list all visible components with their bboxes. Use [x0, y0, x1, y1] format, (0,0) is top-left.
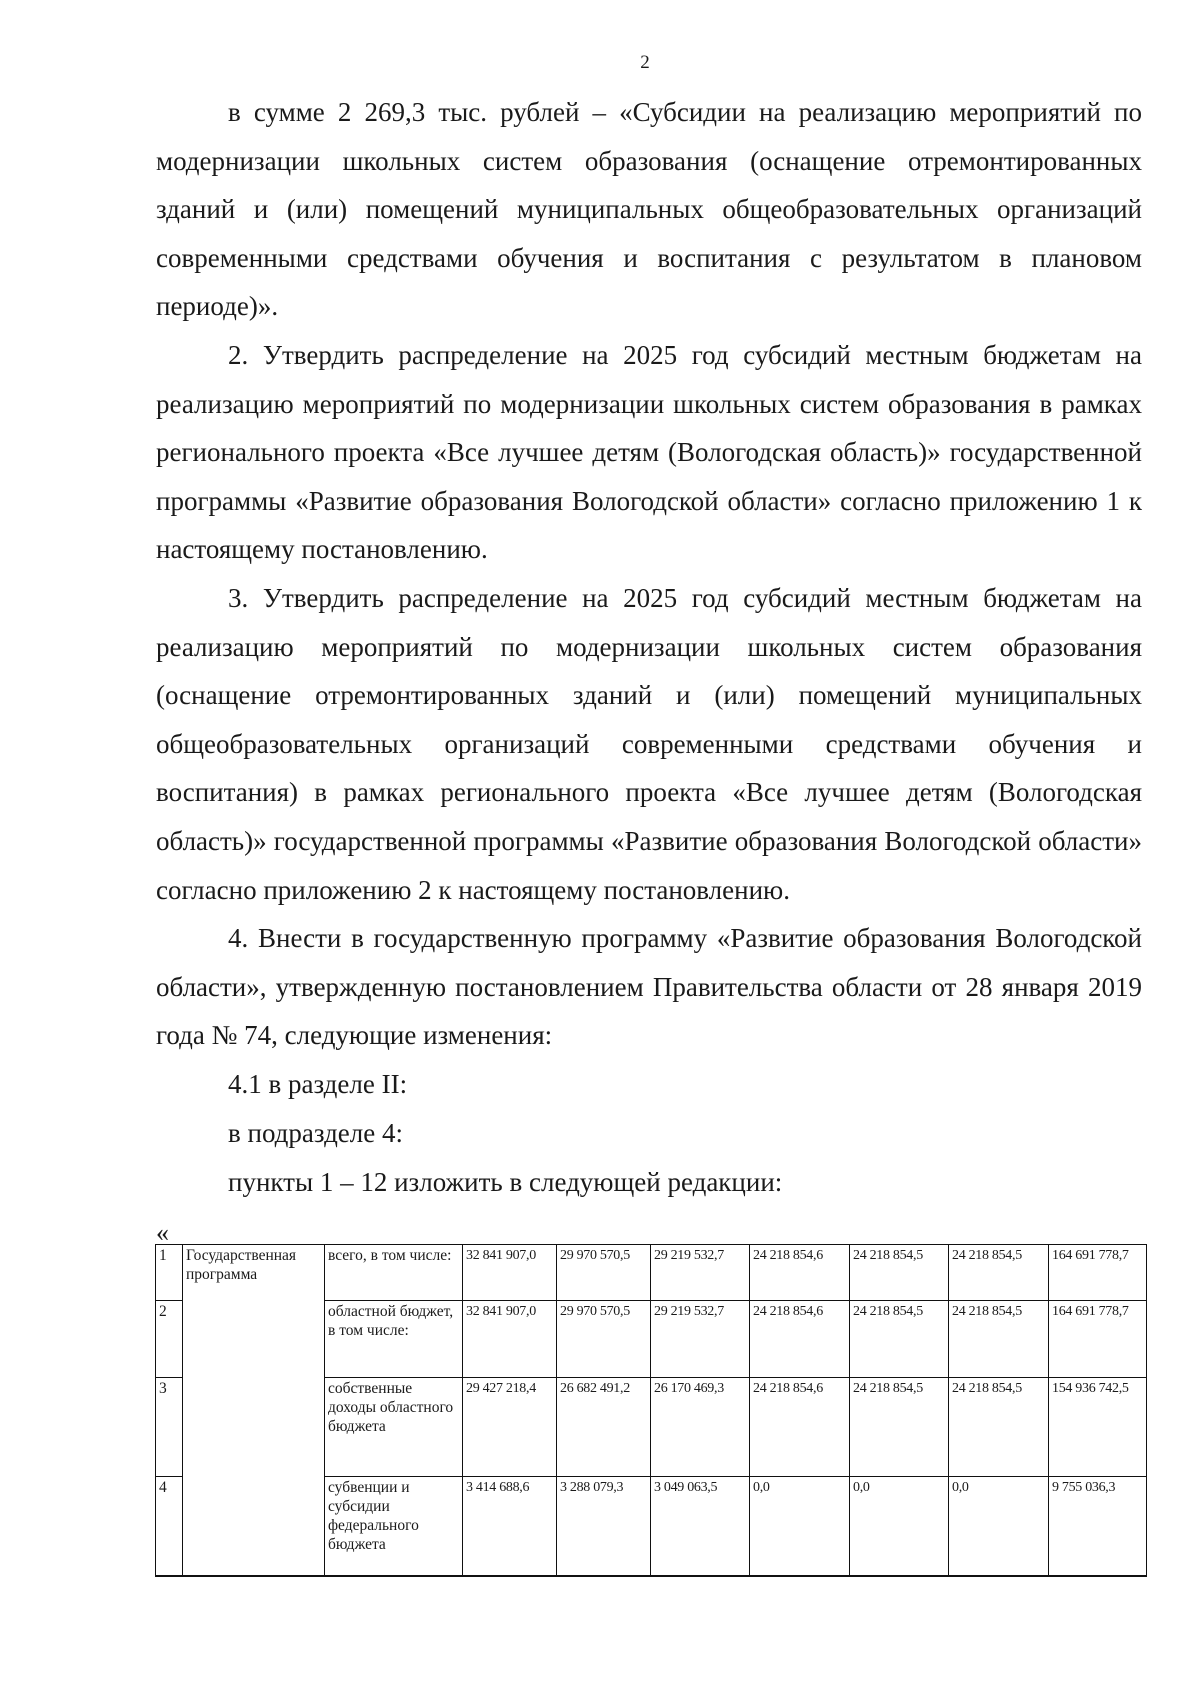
value-cell: 32 841 907,0	[463, 1301, 557, 1378]
paragraph-item-2: 2. Утвердить распределение на 2025 год субсидий местным бюджетам на реализацию мероприятий по модернизации школьных систем образования в рамках регионального проекта «Все лучшее детям (Вологодская область)» государственной программы «Развитие образования Вологодской области» согласно приложению 1 к настоящему постановлению.	[156, 340, 1142, 565]
row-label: всего, в том числе:	[325, 1245, 463, 1301]
row-label: субвенции и субсидии федерального бюджета	[325, 1477, 463, 1576]
paragraph-item-4: 4. Внести в государственную программу «Развитие образования Вологодской области», утвержденную постановлением Правительства области от 28 января 2019 года № 74, следующие изменения:	[156, 923, 1142, 1051]
opening-quote-mark: «	[156, 1218, 169, 1247]
table-row	[156, 1245, 1147, 1301]
row-number: 4	[156, 1477, 183, 1576]
value-cell: 0,0	[949, 1477, 1049, 1576]
value-cell-total: 154 936 742,5	[1049, 1378, 1147, 1477]
value-cell: 0,0	[750, 1477, 850, 1576]
page-number: 2	[640, 52, 650, 73]
program-funding-table	[155, 1244, 1147, 1577]
value-cell: 24 218 854,5	[850, 1245, 949, 1301]
value-cell: 24 218 854,6	[750, 1378, 850, 1477]
value-cell: 24 218 854,5	[949, 1378, 1049, 1477]
value-cell: 24 218 854,5	[850, 1378, 949, 1477]
row-label: собственные доходы областного бюджета	[325, 1378, 463, 1477]
value-cell-total: 9 755 036,3	[1049, 1477, 1147, 1576]
row-number: 2	[156, 1301, 183, 1378]
value-cell: 24 218 854,5	[949, 1245, 1049, 1301]
value-cell: 26 682 491,2	[557, 1378, 651, 1477]
paragraph-points-edit: пункты 1 – 12 изложить в следующей редакции:	[228, 1167, 783, 1197]
row-label: областной бюджет, в том числе:	[325, 1301, 463, 1378]
document-body	[156, 88, 1142, 1207]
value-cell: 3 414 688,6	[463, 1477, 557, 1576]
value-cell: 29 219 532,7	[651, 1301, 750, 1378]
paragraph-section-ii: 4.1 в разделе II:	[228, 1069, 408, 1099]
value-cell: 29 427 218,4	[463, 1378, 557, 1477]
value-cell: 3 288 079,3	[557, 1477, 651, 1576]
value-cell: 29 219 532,7	[651, 1245, 750, 1301]
value-cell-total: 164 691 778,7	[1049, 1301, 1147, 1378]
value-cell: 24 218 854,5	[850, 1301, 949, 1378]
value-cell: 26 170 469,3	[651, 1378, 750, 1477]
value-cell: 29 970 570,5	[557, 1301, 651, 1378]
value-cell: 29 970 570,5	[557, 1245, 651, 1301]
value-cell: 32 841 907,0	[463, 1245, 557, 1301]
row-number: 3	[156, 1378, 183, 1477]
row-number: 1	[156, 1245, 183, 1301]
value-cell-total: 164 691 778,7	[1049, 1245, 1147, 1301]
paragraph-item-3: 3. Утвердить распределение на 2025 год субсидий местным бюджетам на реализацию мероприятий по модернизации школьных систем образования (оснащение отремонтированных зданий и (или) помещений муниципальных общеобразовательных организаций современными средствами обучения и воспитания) в рамках регионального проекта «Все лучшее детям (Вологодская область)» государственной программы «Развитие образования Вологодской области» согласно приложению 2 к настоящему постановлению.	[156, 583, 1142, 905]
paragraph-subsidy-sum: в сумме 2 269,3 тыс. рублей – «Субсидии на реализацию мероприятий по модернизации школьных систем образования (оснащение отремонтированных зданий и (или) помещений муниципальных общеобразовательных организаций современными средствами обучения и воспитания с результатом в плановом периоде)».	[156, 97, 1142, 322]
paragraph-subsection-4: в подразделе 4:	[228, 1118, 403, 1148]
value-cell: 0,0	[850, 1477, 949, 1576]
value-cell: 24 218 854,6	[750, 1301, 850, 1378]
value-cell: 24 218 854,5	[949, 1301, 1049, 1378]
value-cell: 24 218 854,6	[750, 1245, 850, 1301]
program-label-cell: Государственная программа	[183, 1245, 325, 1576]
value-cell: 3 049 063,5	[651, 1477, 750, 1576]
